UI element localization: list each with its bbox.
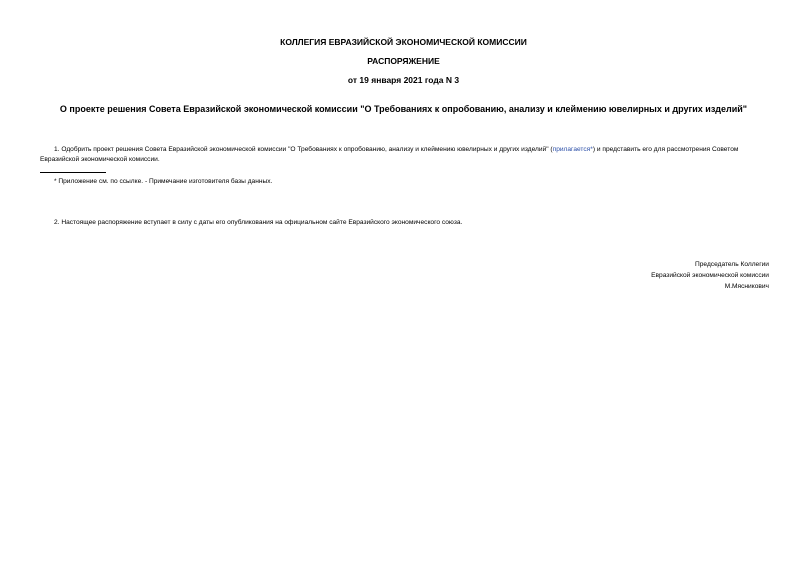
paragraph-2: 2. Настоящее распоряжение вступает в силу с даты его опубликования на официальном сайте Евразийского экономического союза.: [54, 219, 463, 226]
document-subject: О проекте решения Совета Евразийской экономической комиссии "О Требованиях к опробованию, анализу и клеймению ювелирных и других изделий": [59, 104, 748, 114]
document-type: РАСПОРЯЖЕНИЕ: [367, 56, 440, 66]
document-date: от 19 января 2021 года N 3: [347, 75, 460, 85]
signature-position: Председатель Коллегии: [695, 261, 769, 268]
signature-organization: Евразийской экономической комиссии: [651, 272, 769, 279]
paragraph-1: [40, 145, 770, 165]
footnote-divider: [40, 172, 106, 173]
signature-block: [651, 259, 769, 292]
organization-title: КОЛЛЕГИЯ ЕВРАЗИЙСКОЙ ЭКОНОМИЧЕСКОЙ КОМИССИИ: [280, 37, 527, 47]
paragraph-1-text-before: 1. Одобрить проект решения Совета Евразийской экономической комиссии "О Требованиях к опробованию, анализу и клеймению ювелирных и других изделий" (: [54, 146, 553, 153]
footnote-text: * Приложение см. по ссылке. - Примечание изготовителя базы данных.: [54, 178, 273, 185]
signature-name: М.Мясникович: [724, 283, 769, 290]
annex-link[interactable]: прилагается*: [552, 146, 593, 153]
paragraph-1-text-after: ) и представить его для рассмотрения Советом Евразийской экономической комиссии.: [40, 146, 739, 163]
